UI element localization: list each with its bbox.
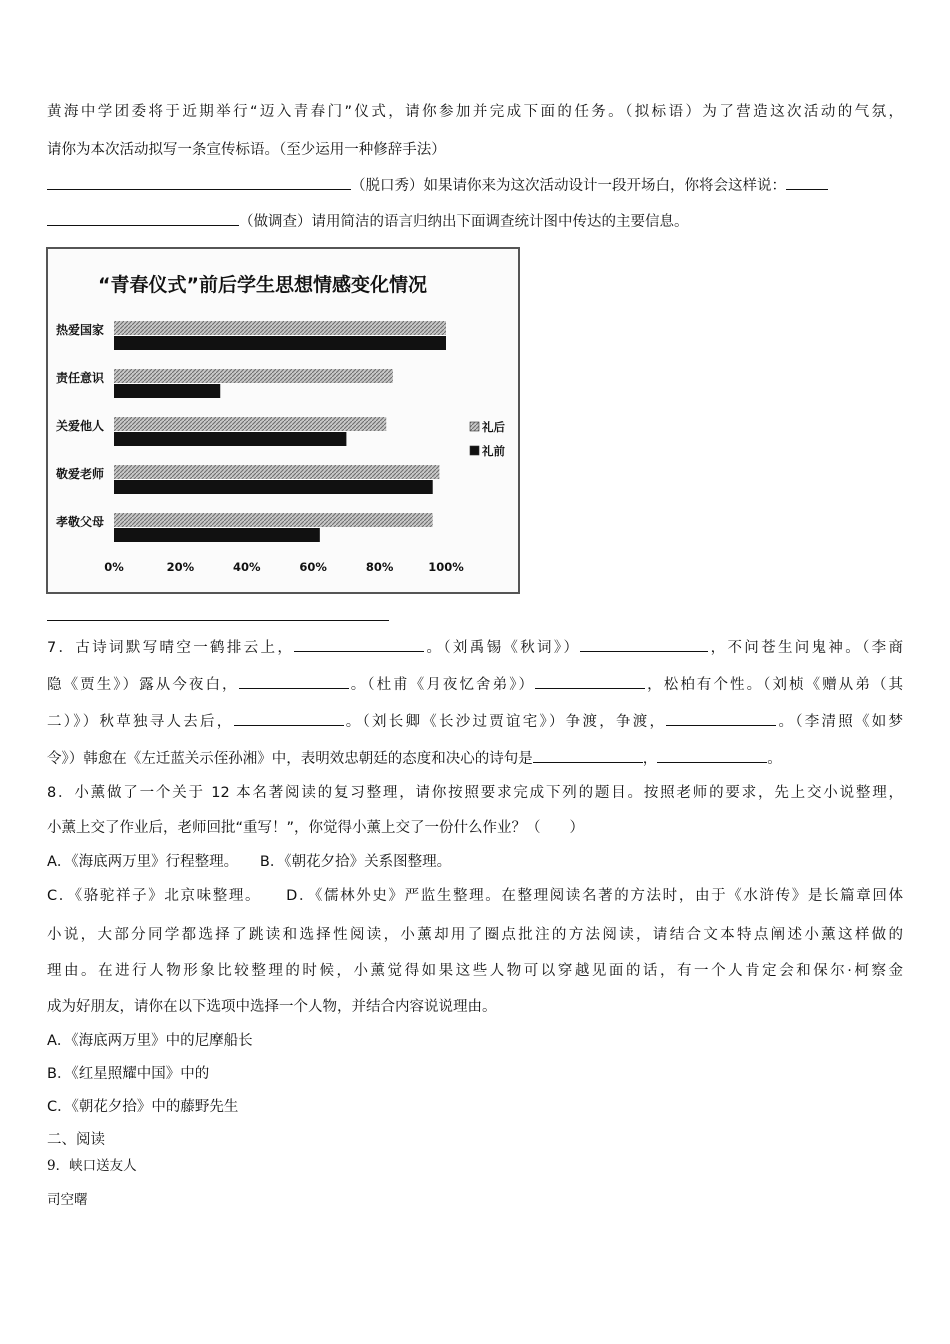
bar-after	[114, 369, 393, 383]
x-tick-label: 40%	[233, 560, 261, 574]
q7-line-4	[47, 748, 782, 769]
q8-option-a: A．《海底两万里》中的尼摩船长	[47, 1033, 253, 1049]
poem-author: 司空曙	[47, 1192, 88, 1208]
q7-line-2	[47, 674, 903, 695]
q7-line-1	[47, 637, 903, 658]
answer-line[interactable]	[47, 620, 389, 621]
x-tick-label: 0%	[104, 560, 124, 574]
answer-blank[interactable]	[234, 711, 344, 726]
bar-before	[114, 384, 220, 398]
answer-blank[interactable]	[657, 748, 767, 763]
answer-blank[interactable]	[294, 637, 424, 652]
answer-blank[interactable]	[47, 175, 351, 190]
q7-text: ，	[642, 751, 658, 767]
bar-before	[114, 528, 320, 542]
category-label: 敬爱老师	[56, 467, 105, 481]
x-tick-label: 60%	[299, 560, 327, 574]
chart-title: “青春仪式”前后学生思想情感变化情况	[98, 274, 427, 296]
category-label: 责任意识	[56, 371, 105, 385]
q7-text: 。（刘禹锡《秋词》）	[424, 640, 581, 656]
q8-options-ab: A．《海底两万里》行程整理。 B．《朝花夕拾》关系图整理。	[47, 854, 452, 870]
q7-text: 7．古诗词默写晴空一鹤排云上，	[47, 640, 295, 656]
q7-text: 令》）韩愈在《左迁蓝关示侄孙湘》中，表明效忠朝廷的态度和决心的诗句是	[47, 751, 533, 767]
x-tick-label: 100%	[428, 560, 464, 574]
q8-line-7: 成为好朋友，请你在以下选项中选择一个人物，并结合内容说说理由。	[47, 999, 497, 1015]
intro-line-1: 黄海中学团委将于近期举行“迈入青春门”仪式，请你参加并完成下面的任务。（拟标语）为了营造这次活动的气氛，	[47, 104, 903, 120]
q7-text: 二）》）秋草独寻人去后，	[47, 714, 234, 730]
answer-blank[interactable]	[47, 211, 239, 226]
q8-line-2: 小薰上交了作业后，老师回批“重写！”，你觉得小薰上交了一份什么作业？（ ）	[47, 820, 585, 836]
q9-title: 9．峡口送友人	[47, 1158, 137, 1174]
x-tick-label: 20%	[166, 560, 195, 574]
q8-line-1: 8．小薰做了一个关于 12 本名著阅读的复习整理，请你按照要求完成下列的题目。按照老师的要求，先上交小说整理，	[47, 785, 903, 801]
survey-chart	[46, 247, 520, 594]
legend-label: 礼前	[482, 444, 505, 458]
bar-after	[114, 465, 439, 479]
q7-text: ，松柏有个性。（刘桢《赠从弟（其	[645, 677, 904, 693]
section-heading: 二、阅读	[47, 1132, 105, 1148]
x-tick-label: 80%	[365, 560, 394, 574]
intro-line-2: 请你为本次活动拟写一条宣传标语。（至少运用一种修辞手法）	[47, 142, 446, 158]
bar-after	[114, 513, 433, 527]
answer-blank[interactable]	[580, 637, 708, 652]
talkshow-line	[47, 175, 828, 196]
category-label: 热爱国家	[56, 323, 105, 337]
q7-line-3	[47, 711, 903, 732]
q7-text: ，不问苍生问鬼神。（李商	[708, 640, 903, 656]
answer-blank[interactable]	[239, 674, 349, 689]
talkshow-prompt: （脱口秀）如果请你来为这次活动设计一段开场白，你将会这样说：	[351, 178, 786, 194]
q8-option-b: B．《红星照耀中国》中的	[47, 1066, 210, 1082]
bar-after	[114, 321, 446, 335]
category-label: 孝敬父母	[56, 515, 105, 529]
q8-line-5: 小说，大部分同学都选择了跳读和选择性阅读，小薰却用了圈点批注的方法阅读，请结合文本特点阐述小薰这样做的	[47, 927, 903, 943]
q7-text: 。	[767, 751, 782, 767]
legend-label: 礼后	[482, 420, 505, 434]
q7-text: 隐《贾生》）露从今夜白，	[47, 677, 239, 693]
q8-line-6: 理由。在进行人物形象比较整理的时候，小薰觉得如果这些人物可以穿越见面的话，有一个人肯定会和保尔·柯察金	[47, 963, 903, 979]
chart-canvas	[48, 249, 518, 592]
bar-before	[114, 480, 433, 494]
answer-blank[interactable]	[786, 175, 828, 190]
q8-option-c: C．《朝花夕拾》中的藤野先生	[47, 1099, 239, 1115]
bar-before	[114, 336, 446, 350]
bar-after	[114, 417, 386, 431]
category-label: 关爱他人	[56, 419, 105, 433]
q7-text: 。（刘长卿《长沙过贾谊宅》）争渡，争渡，	[343, 714, 667, 730]
answer-blank[interactable]	[666, 711, 776, 726]
survey-prompt: （做调查）请用简洁的语言归纳出下面调查统计图中传达的主要信息。	[239, 214, 689, 230]
survey-line	[47, 211, 689, 232]
bar-before	[114, 432, 346, 446]
q8-line-4: C．《骆驼祥子》北京味整理。 D．《儒林外史》严监生整理。在整理阅读名著的方法时，由于《水浒传》是长篇章回体	[47, 888, 903, 904]
q7-text: 。（杜甫《月夜忆舍弟》）	[348, 677, 536, 693]
q7-text: 。（李清照《如梦	[776, 714, 903, 730]
answer-blank[interactable]	[535, 674, 645, 689]
answer-blank[interactable]	[533, 748, 643, 763]
legend-swatch	[470, 422, 479, 431]
legend-swatch	[470, 446, 479, 455]
